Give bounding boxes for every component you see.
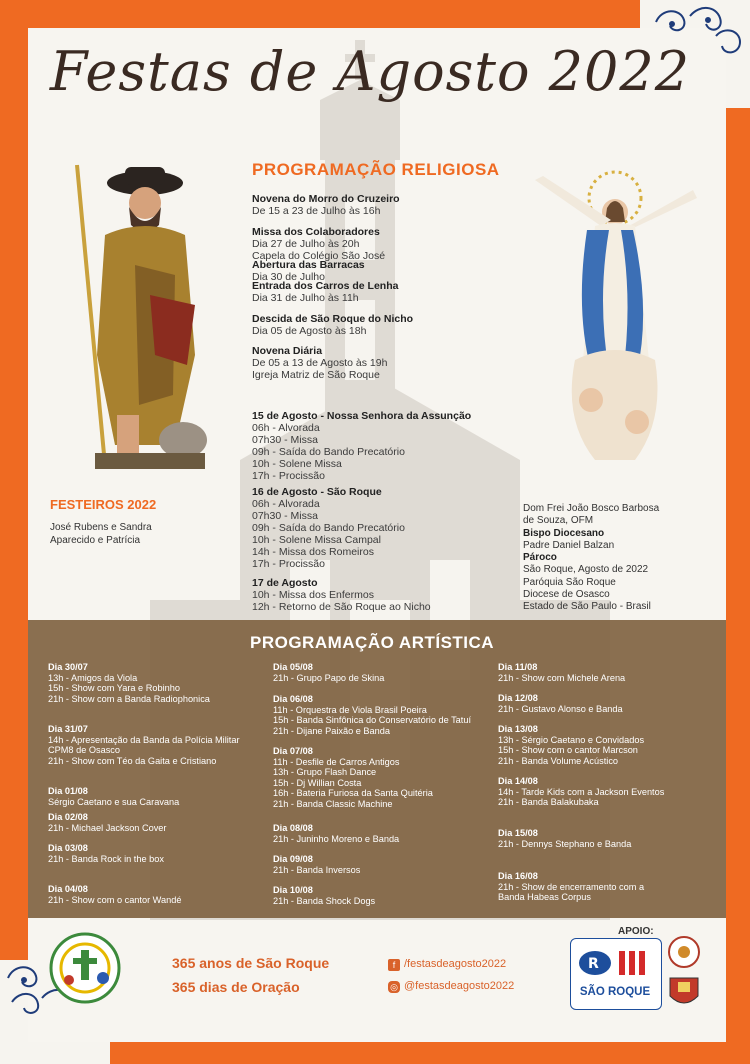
artistic-day-line: 15h - Show com Yara e Robinho [48, 683, 180, 694]
religious-event [252, 313, 413, 337]
religious-event-line: 12h - Retorno de São Roque ao Nicho [252, 601, 431, 613]
artistic-day [48, 724, 240, 766]
artistic-day [48, 786, 179, 807]
artistic-day-date: Dia 30/07 [48, 662, 88, 672]
signature-line: Estado de São Paulo - Brasil [523, 601, 651, 613]
artistic-day-line: 21h - Dijane Paixão e Banda [273, 725, 390, 736]
artistic-day-line: 21h - Juninho Moreno e Banda [273, 833, 400, 844]
artistic-day-date: Dia 01/08 [48, 786, 88, 796]
religious-event [252, 193, 400, 217]
signature-line: Pároco [523, 552, 557, 564]
municipal-coat-of-arms-icons [664, 934, 704, 1014]
artistic-day [498, 871, 644, 903]
instagram-handle: @festasdeagosto2022 [404, 980, 515, 992]
artistic-day-line: 21h - Show de encerramento com a [498, 881, 645, 892]
slogan-line-1: 365 anos de São Roque [172, 955, 330, 971]
artistic-day [273, 746, 433, 810]
artistic-day-line: 21h - Dennys Stephano e Banda [498, 838, 632, 849]
artistic-day-line: 15h - Dj Willian Costa [273, 777, 362, 788]
religious-event-line: 10h - Solene Missa [252, 458, 342, 470]
sao-roque-market-icon [571, 939, 661, 987]
artistic-day [273, 662, 384, 683]
religious-event-title: 16 de Agosto - São Roque [252, 486, 382, 498]
artistic-day-line: 16h - Bateria Furiosa da Santa Quitéria [273, 788, 433, 799]
religious-event-title: Novena Diária [252, 345, 323, 357]
artistic-day-line: 11h - Orquestra de Viola Brasil Poeira [273, 704, 427, 715]
artistic-day-line: 21h - Banda Rock in the box [48, 853, 164, 864]
artistic-day [273, 885, 375, 906]
festeiros-heading: FESTEIROS 2022 [50, 497, 157, 512]
artistic-day-line: 13h - Amigos da Viola [48, 672, 138, 683]
artistic-day [498, 724, 644, 766]
artistic-day-line: 15h - Show com o cantor Marcson [498, 745, 638, 756]
religious-event-line: 07h30 - Missa [252, 510, 318, 522]
artistic-day-line: 21h - Banda Volume Acústico [498, 755, 619, 766]
artistic-day-line: CPM8 de Osasco [48, 745, 120, 756]
artistic-day [498, 776, 664, 808]
artistic-day-date: Dia 06/08 [273, 694, 313, 704]
religious-event-title: Abertura das Barracas [252, 259, 365, 271]
artistic-day [48, 662, 210, 704]
festeiros-names [50, 521, 152, 547]
artistic-day-line: 21h - Show com o cantor Wandé [48, 894, 182, 905]
signature-line: São Roque, Agosto de 2022 [523, 564, 649, 576]
artistic-program-heading: PROGRAMAÇÃO ARTÍSTICA [250, 633, 495, 652]
artistic-day-date: Dia 12/08 [498, 693, 538, 703]
religious-event [252, 577, 431, 613]
instagram-icon: ◎ [388, 981, 400, 993]
religious-event-line: 09h - Saída do Bando Precatório [252, 446, 405, 458]
facebook-link[interactable] [388, 953, 514, 975]
artistic-day-date: Dia 10/08 [273, 885, 313, 895]
religious-event-line: 06h - Alvorada [252, 498, 320, 510]
signature-line: Padre Daniel Balzan [523, 539, 615, 551]
signature-line: Dom Frei João Bosco Barbosa [523, 503, 660, 514]
religious-event [252, 486, 405, 570]
religious-event-line: 06h - Alvorada [252, 422, 320, 434]
artistic-day-line: 14h - Apresentação da Banda da Polícia Militar [48, 734, 240, 745]
festeiros-name: Aparecido e Patrícia [50, 535, 141, 546]
artistic-day-line: Sérgio Caetano e sua Caravana [48, 796, 180, 807]
artistic-day-line: 13h - Sérgio Caetano e Convidados [498, 734, 645, 745]
religious-event [252, 410, 471, 482]
religious-event-line: 17h - Procissão [252, 470, 325, 482]
orange-frame-top [0, 0, 640, 28]
artistic-day-line: 21h - Banda Classic Machine [273, 798, 393, 809]
religious-event-title: Novena do Morro do Cruzeiro [252, 193, 400, 205]
artistic-day-line: 21h - Gustavo Alonso e Banda [498, 703, 623, 714]
religious-event-title: Descida de São Roque do Nicho [252, 313, 414, 325]
religious-event-line: 07h30 - Missa [252, 434, 318, 446]
artistic-day [48, 812, 166, 833]
artistic-day-line: 21h - Banda Balakubaka [498, 797, 599, 808]
religious-event-line: De 15 a 23 de Julho às 16h [252, 205, 381, 217]
religious-event-line: Dia 05 de Agosto às 18h [252, 325, 367, 337]
religious-event-title: 17 de Agosto [252, 577, 318, 589]
artistic-day-line: 21h - Michael Jackson Cover [48, 822, 167, 833]
religious-event [252, 280, 398, 304]
facebook-icon: f [388, 959, 400, 971]
festeiros-name: José Rubens e Sandra [50, 522, 152, 533]
artistic-day [48, 843, 164, 864]
artistic-day-line: 21h - Grupo Papo de Skina [273, 672, 385, 683]
religious-event-title: Missa dos Colaboradores [252, 226, 380, 238]
religious-event-line: 17h - Procissão [252, 558, 325, 570]
signature-line: de Souza, OFM [523, 515, 594, 527]
religious-event-line: 09h - Saída do Bando Precatório [252, 522, 405, 534]
signature-line: Diocese de Osasco [523, 589, 610, 601]
artistic-day-date: Dia 03/08 [48, 843, 88, 853]
facebook-handle: /festasdeagosto2022 [404, 958, 507, 970]
religious-event-line: Dia 31 de Julho às 11h [252, 292, 359, 304]
artistic-day-date: Dia 15/08 [498, 828, 538, 838]
clergy-signature [523, 503, 659, 614]
artistic-day-date: Dia 31/07 [48, 724, 88, 734]
signature-line: Paróquia São Roque [523, 576, 616, 588]
artistic-day-date: Dia 11/08 [498, 662, 538, 672]
artistic-day [273, 823, 399, 844]
religious-event-line: Dia 27 de Julho às 20h [252, 238, 360, 250]
religious-event-line: Capela do Colégio São José [252, 250, 386, 262]
artistic-day [273, 854, 360, 875]
sponsor-name: SÃO ROQUE [579, 986, 651, 998]
artistic-day [498, 662, 625, 683]
religious-event [252, 226, 385, 262]
religious-event-title: Entrada dos Carros de Lenha [252, 280, 399, 292]
instagram-link[interactable] [388, 975, 514, 997]
saint-roque-statue-image [55, 155, 215, 475]
artistic-day-line: 11h - Desfile de Carros Antigos [273, 756, 400, 767]
artistic-day-date: Dia 02/08 [48, 812, 88, 822]
religious-event-line: 10h - Solene Missa Campal [252, 534, 381, 546]
artistic-day-date: Dia 07/08 [273, 746, 313, 756]
artistic-day [498, 828, 631, 849]
artistic-day-line: 21h - Show com Michele Arena [498, 672, 626, 683]
social-links [388, 953, 514, 997]
religious-event-line: 10h - Missa dos Enfermos [252, 589, 374, 601]
artistic-day-line: 21h - Banda Shock Dogs [273, 895, 376, 906]
artistic-day [273, 694, 471, 736]
artistic-day-line: Banda Habeas Corpus [498, 892, 591, 903]
anniversary-seal-logo [45, 928, 125, 1008]
orange-frame-bottom [110, 1042, 750, 1064]
artistic-day-line: 21h - Show com a Banda Radiophonica [48, 693, 210, 704]
religious-event-line: Dia 30 de Julho [252, 271, 325, 283]
artistic-day-date: Dia 14/08 [498, 776, 538, 786]
religious-event-line: 14h - Missa dos Romeiros [252, 546, 374, 558]
sponsor-label: APOIO: [618, 926, 654, 937]
artistic-day-date: Dia 04/08 [48, 884, 88, 894]
religious-event-line: De 05 a 13 de Agosto às 19h [252, 357, 388, 369]
artistic-day-date: Dia 16/08 [498, 871, 538, 881]
orange-frame-left [0, 0, 28, 960]
artistic-day [48, 884, 181, 905]
artistic-day-line: 21h - Show com Téo da Gaita e Cristiano [48, 755, 217, 766]
artistic-day-line: 15h - Banda Sinfônica do Conservatório de Tatuí [273, 715, 472, 726]
artistic-day-date: Dia 13/08 [498, 724, 538, 734]
our-lady-statue-image [525, 160, 700, 470]
artistic-day-line: 21h - Banda Inversos [273, 864, 361, 875]
artistic-day-date: Dia 05/08 [273, 662, 313, 672]
svg-text:R: R [588, 956, 599, 972]
religious-program-heading: PROGRAMAÇÃO RELIGIOSA [252, 160, 500, 179]
poster-title: Festas de Agosto 2022 [49, 40, 691, 103]
sponsor-logo-sao-roque [570, 938, 662, 1010]
orange-frame-right [726, 108, 750, 1064]
artistic-day [498, 693, 623, 714]
artistic-day-line: 14h - Tarde Kids com a Jackson Eventos [498, 786, 665, 797]
religious-event [252, 345, 387, 381]
religious-event-title: 15 de Agosto - Nossa Senhora da Assunção [252, 410, 472, 422]
signature-line: Bispo Diocesano [523, 527, 605, 539]
religious-event-line: Igreja Matriz de São Roque [252, 369, 380, 381]
artistic-day-line: 13h - Grupo Flash Dance [273, 767, 377, 778]
footer-slogan [172, 951, 329, 999]
artistic-day-date: Dia 08/08 [273, 823, 313, 833]
slogan-line-2: 365 dias de Oração [172, 979, 300, 995]
artistic-day-date: Dia 09/08 [273, 854, 313, 864]
